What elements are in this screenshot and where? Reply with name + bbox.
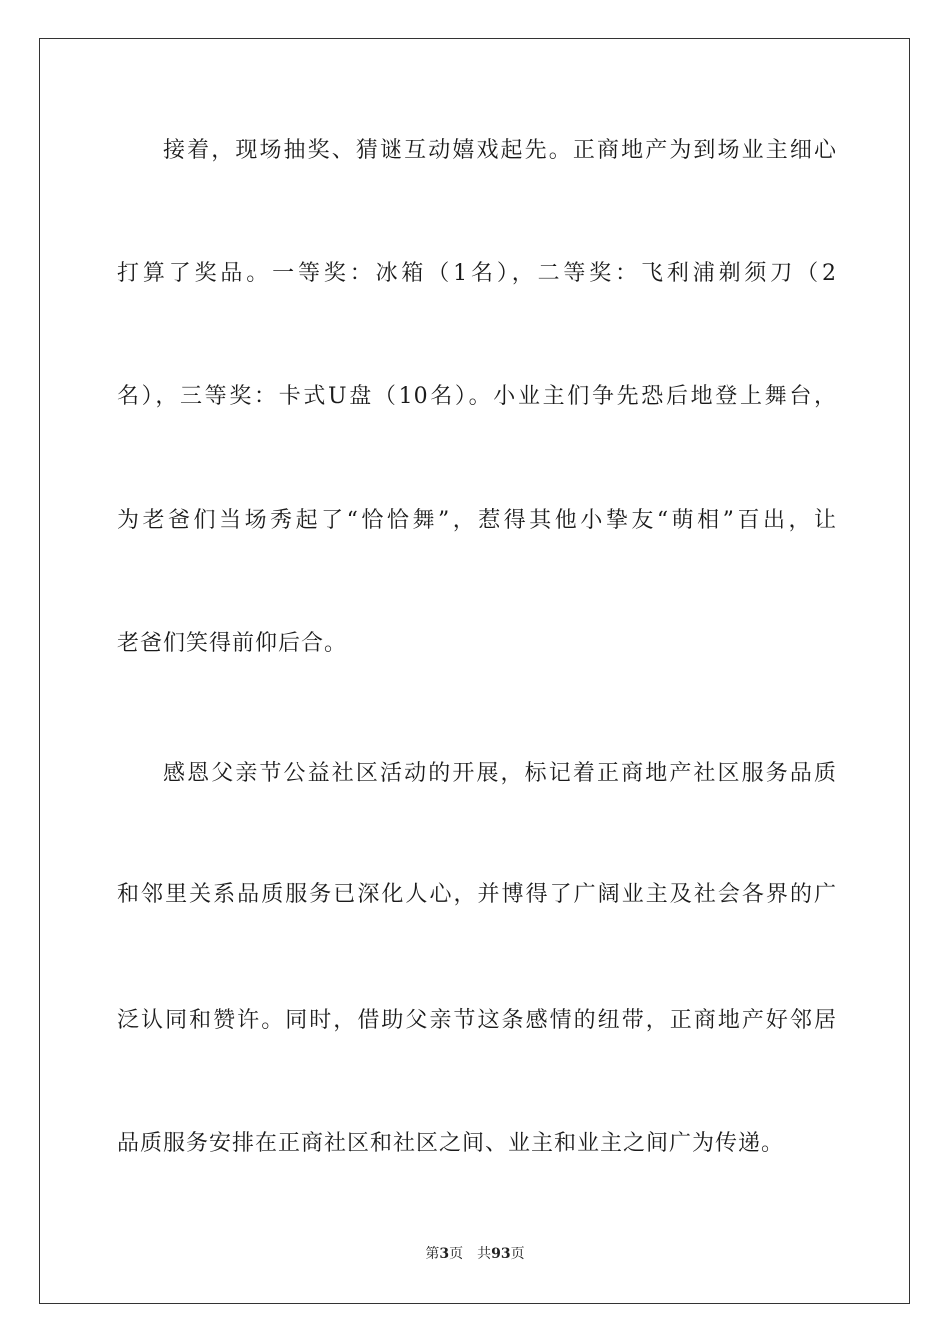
text-line: 泛认同和赞许。同时，借助父亲节这条感情的纽带，正商地产好邻居 <box>117 1008 837 1033</box>
text-line: 和邻里关系品质服务已深化人心，并博得了广阔业主及社会各界的广 <box>117 882 837 907</box>
page-suffix: 页 <box>449 1246 464 1262</box>
page-number: 3 <box>439 1246 450 1262</box>
total-suffix: 页 <box>510 1246 525 1262</box>
total-prefix: 共 <box>477 1246 492 1262</box>
page-prefix: 第 <box>425 1246 440 1262</box>
text-line: 感恩父亲节公益社区活动的开展，标记着正商地产社区服务品质 <box>163 761 837 786</box>
text-line: 打算了奖品。一等奖：冰箱（1名），二等奖：飞利浦剃须刀（2 <box>117 261 837 286</box>
total-pages: 93 <box>491 1246 511 1262</box>
text-line: 品质服务安排在正商社区和社区之间、业主和业主之间广为传递。 <box>117 1131 785 1156</box>
page-border <box>39 38 910 1304</box>
page-footer <box>0 1244 950 1264</box>
text-line: 为老爸们当场秀起了“恰恰舞”，惹得其他小挚友“萌相”百出，让 <box>117 508 837 533</box>
text-line: 接着，现场抽奖、猜谜互动嬉戏起先。正商地产为到场业主细心 <box>163 138 837 163</box>
text-line: 名），三等奖：卡式U盘（10名）。小业主们争先恐后地登上舞台， <box>117 384 837 409</box>
text-line: 老爸们笑得前仰后合。 <box>117 631 348 656</box>
